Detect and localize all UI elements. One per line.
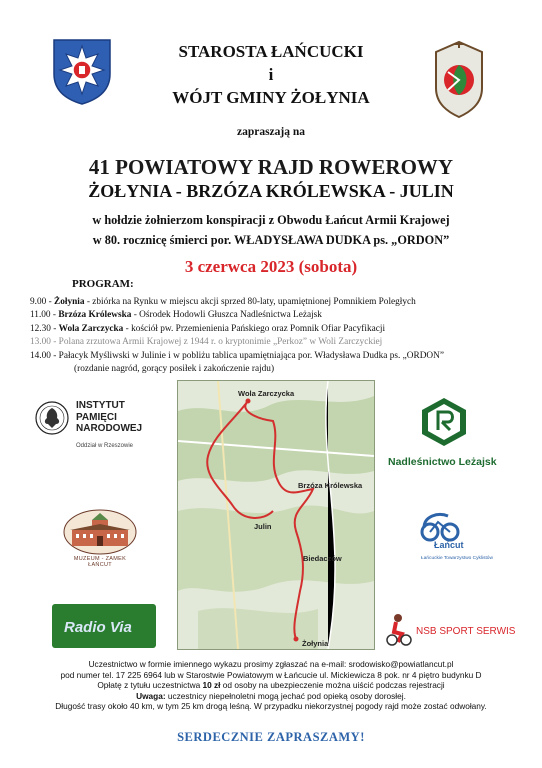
footer-line-fee: Opłatę z tytułu uczestnictwa 10 zł od osoby na ubezpieczenie można uiścić podczas rejestracji xyxy=(97,680,445,691)
program-list xyxy=(30,296,530,376)
tribute-line-2: w 80. rocznicę śmierci por. WŁADYSŁAWA DUDKA ps. „ORDON” xyxy=(92,233,450,247)
ipn-logo-text: INSTYTUT PAMIĘCI NARODOWEJ xyxy=(76,400,143,434)
footer-line-distance: Długość trasy około 40 km, w tym 25 km drogą leśną. W przypadku niekorzystnej pogody rajd może zostać odwołany. xyxy=(55,701,487,712)
nsb-text: NSB SPORT SERWIS xyxy=(416,626,516,637)
footer-info xyxy=(20,659,522,712)
footer-line-note: Uwaga: uczestnicy niepełnoletni mogą jechać pod opieką osoby dorosłej. xyxy=(136,690,406,701)
program-item: 11.00 - Brzóza Królewska - Ośrodek Hodowli Głuszca Nadleśnictwa Leżajsk xyxy=(30,310,322,321)
closing-text: SERDECZNIE ZAPRASZAMY! xyxy=(177,730,365,744)
radio-via-text: Radio Via xyxy=(64,619,132,636)
ltc-bicycle-icon xyxy=(418,510,462,544)
map-label-julin: Julin xyxy=(254,522,272,531)
muzeum-caption: MUZEUM - ZAMEK ŁAŃCUT xyxy=(73,556,127,568)
gmina-coat-of-arms xyxy=(426,38,492,120)
ltc-caption: Łańcuckie Towarzystwo Cyklistów xyxy=(421,556,493,561)
map-label-zolynia: Żołynia xyxy=(302,639,329,648)
tribute-text xyxy=(0,210,542,250)
footer-line-phone: pod numer tel. 17 225 6964 lub w Starostwie Powiatowym w Łańcucie ul. Mickiewicza 8 pok. nr 4 piętro budynku D xyxy=(60,669,482,680)
footer-line-email: Uczestnictwo w formie imiennego wykazu prosimy zgłaszać na e-mail: srodowisko@powiatlancut.pl xyxy=(88,659,454,669)
nadlesnictwo-text: Nadleśnictwo Leżajsk xyxy=(388,456,497,468)
ipn-eagle-icon xyxy=(34,398,70,442)
header-line-i: i xyxy=(268,65,274,84)
program-continuation: (rozdanie nagród, gorący posiłek i zakończenie rajdu) xyxy=(74,364,275,375)
header-line-wojt: WÓJT GMINY ŻOŁYNIA xyxy=(172,88,370,107)
map-label-wola: Wola Zarczycka xyxy=(238,389,295,398)
program-item: 13.00 - Polana zrzutowa Armii Krajowej z 1944 r. o kryptonimie „Perkoz” w Woli Zarczyckiej xyxy=(30,337,383,348)
tribute-line-1: w hołdzie żołnierzom konspiracji z Obwodu Łańcut Armii Krajowej xyxy=(92,213,450,227)
program-item: 14.00 - Pałacyk Myśliwski w Julinie i w pobliżu tablica upamiętniająca por. Władysława Dudka ps. „ORDON” xyxy=(30,350,444,361)
route-title: ŻOŁYNIA - BRZÓZA KRÓLEWSKA - JULIN xyxy=(88,181,454,201)
program-item: 12.30 - Wola Zarczycka - kościół pw. Przemienienia Pańskiego oraz Pomnik Ofiar Pacyfikacji xyxy=(30,323,386,334)
event-date: 3 czerwca 2023 (sobota) xyxy=(184,257,358,276)
route-map xyxy=(177,380,375,650)
route-map-graphic xyxy=(178,381,374,649)
header-line-starosta: STAROSTA ŁAŃCUCKI xyxy=(178,42,364,61)
map-label-biedaczow: Biedaczów xyxy=(303,554,342,563)
muzeum-zamek-logo-icon xyxy=(62,508,138,556)
map-label-brzoza: Brzóza Królewska xyxy=(298,481,363,490)
ipn-subtitle: Oddział w Rzeszowie xyxy=(76,443,134,449)
powiat-coat-of-arms xyxy=(52,38,112,106)
lasy-panstwowe-logo-icon xyxy=(420,396,468,448)
rally-title: 41 POWIATOWY RAJD ROWEROWY xyxy=(88,155,454,179)
header-title xyxy=(110,40,432,109)
nsb-cyclist-icon xyxy=(384,612,414,646)
invite-text: zapraszają na xyxy=(236,126,306,138)
program-item: 9.00 - Żołynia - zbiórka na Rynku w miejscu akcji sprzed 80-laty, upamiętnionej Pomnikiem Poległych xyxy=(30,297,416,307)
program-heading: PROGRAM: xyxy=(72,278,134,290)
ltc-lancut-label: Łańcut xyxy=(434,540,464,550)
